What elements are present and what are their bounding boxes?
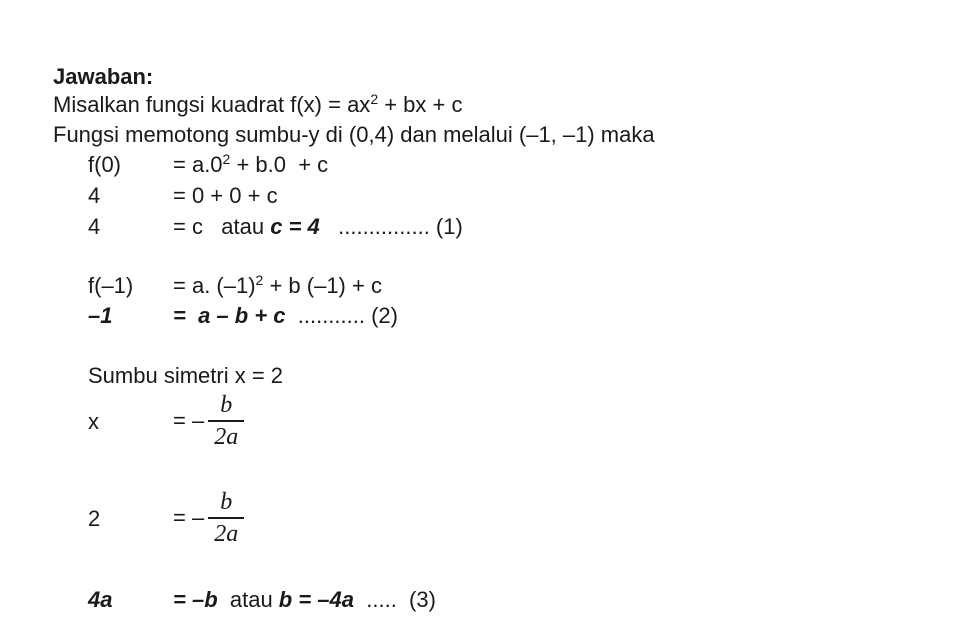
eq6-fraction xyxy=(208,392,244,450)
eq8-rhs xyxy=(173,587,436,613)
eq3-lhs: 4 xyxy=(88,214,101,239)
eq4-lhs: f(–1) xyxy=(88,273,134,298)
eq4-rhs-exponent: 2 xyxy=(255,272,264,288)
eq6-lhs: x xyxy=(88,409,99,434)
eq5-result: = a – b + c xyxy=(173,303,286,328)
eq2-rhs: = 0 + 0 + c xyxy=(173,183,278,208)
eq8-connector: atau xyxy=(217,587,279,612)
eq4-rhs-text: = a. (–1) xyxy=(173,273,256,298)
eq5-lhs: –1 xyxy=(88,303,113,328)
eq3-rhs-text: = c atau xyxy=(173,214,271,239)
eq8-result-1: = –b xyxy=(173,587,218,612)
eq3-rhs xyxy=(173,214,463,240)
eq7-equals: = – xyxy=(173,504,205,530)
intro-line-1-rest: + bx + c xyxy=(378,92,463,117)
eq1-rhs-text: = a.0 xyxy=(173,152,223,177)
fraction-numerator: b xyxy=(220,489,233,515)
eq1-lhs: f(0) xyxy=(88,152,121,177)
fraction-denominator: 2a xyxy=(214,423,239,450)
eq8-lhs: 4a xyxy=(88,587,113,612)
eq8-result-2: b = –4a xyxy=(278,587,355,612)
eq1-rhs-rest: + b.0 + c xyxy=(230,152,329,177)
fraction-numerator: b xyxy=(220,392,233,418)
eq7-lhs: 2 xyxy=(88,506,101,531)
eq6-equals: = – xyxy=(173,407,205,433)
eq1-rhs-exponent: 2 xyxy=(222,151,231,167)
intro-line-1 xyxy=(53,92,463,118)
fraction-denominator: 2a xyxy=(214,520,239,547)
eq3-result: c = 4 xyxy=(270,214,320,239)
eq1-rhs xyxy=(173,152,328,178)
eq7-rhs xyxy=(173,489,244,547)
eq5-label: ........... (2) xyxy=(285,303,398,328)
eq4-rhs xyxy=(173,273,382,299)
eq7-fraction xyxy=(208,489,244,547)
eq6-rhs xyxy=(173,392,244,450)
intro-line-1-exponent: 2 xyxy=(370,91,379,107)
eq4-rhs-rest: + b (–1) + c xyxy=(263,273,382,298)
intro-line-1-text: Misalkan fungsi kuadrat f(x) = ax xyxy=(53,92,371,117)
axis-symmetry-title: Sumbu simetri x = 2 xyxy=(88,363,284,388)
eq8-label: ..... (3) xyxy=(354,587,436,612)
eq5-rhs xyxy=(173,303,398,329)
answer-heading: Jawaban: xyxy=(53,64,154,89)
eq3-label: ............... (1) xyxy=(319,214,463,239)
eq2-lhs: 4 xyxy=(88,183,101,208)
intro-line-2: Fungsi memotong sumbu-y di (0,4) dan melalui (–1, –1) maka xyxy=(53,122,655,147)
